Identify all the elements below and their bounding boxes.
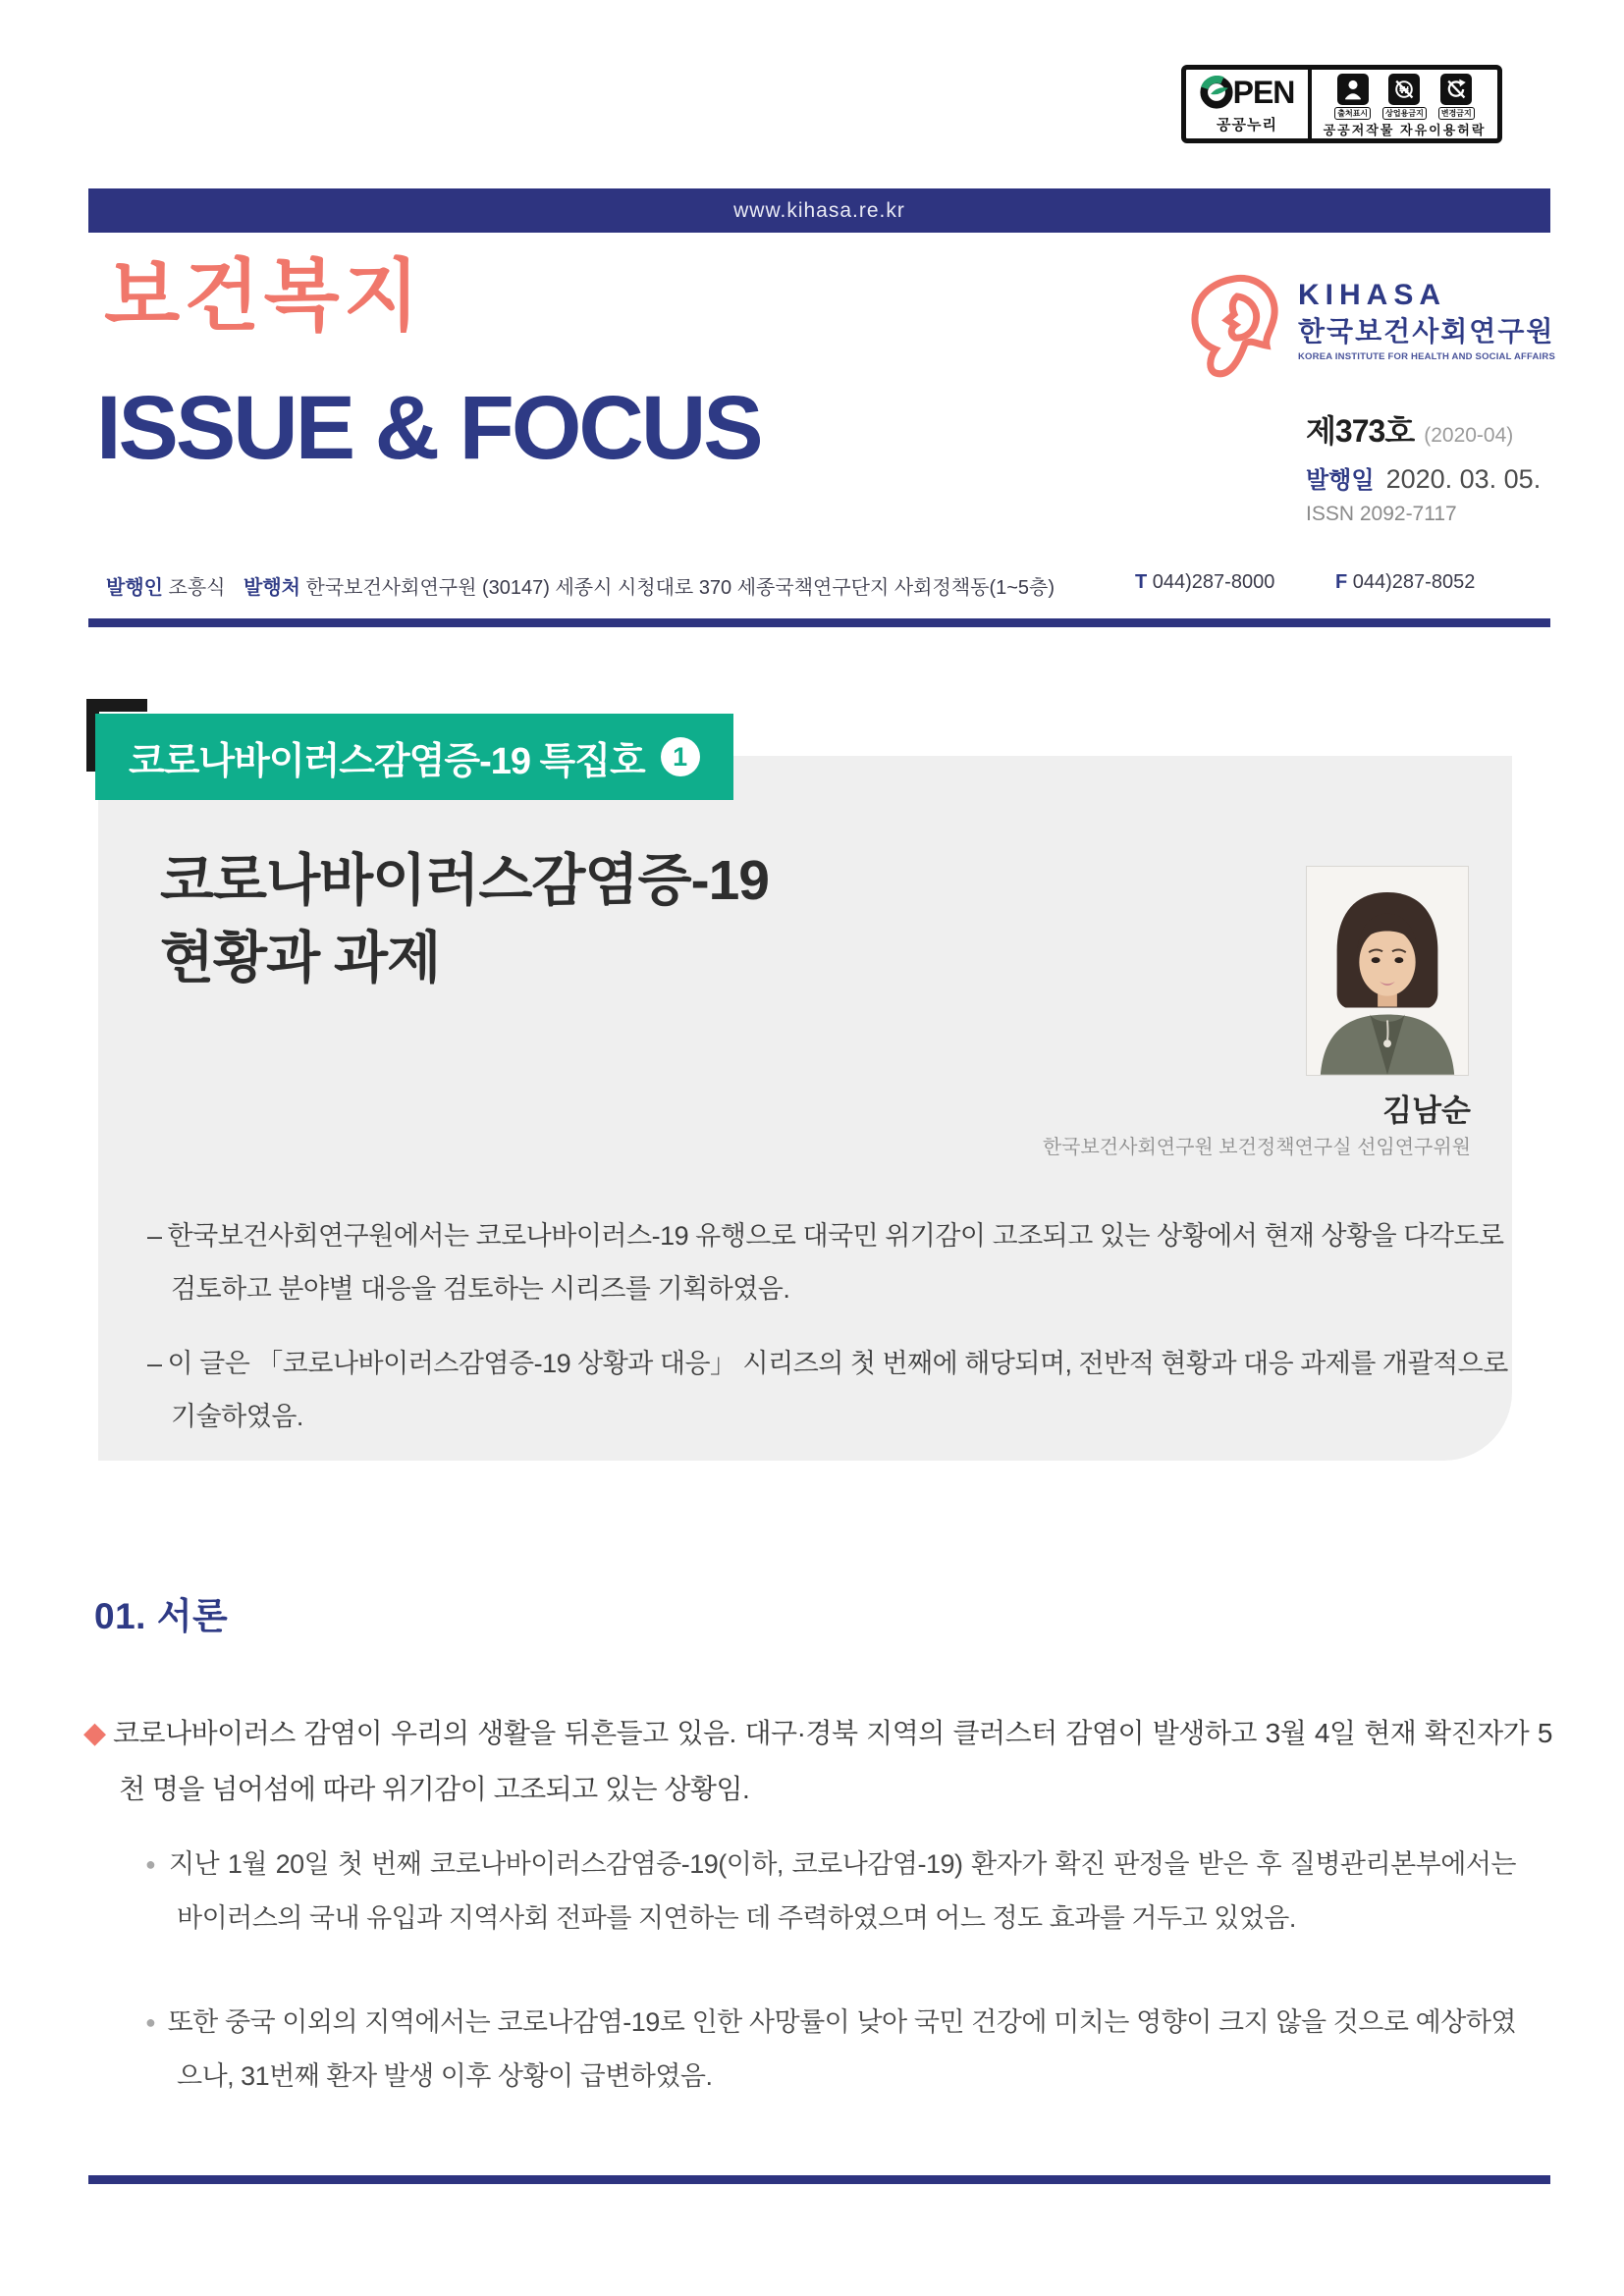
- open-license-left: [1186, 70, 1312, 138]
- masthead-title-en: ISSUE & FOCUS: [96, 378, 761, 478]
- section-lead-text: 코로나바이러스 감염이 우리의 생활을 뒤흔들고 있음. 대구·경북 지역의 클러스터 감염이 발생하고 3월 4일 현재 확진자가 5천 명을 넘어섬에 따라 위기감이 고조되고 있는 상황임.: [112, 1718, 1552, 1804]
- author-name: 김남순: [1382, 1094, 1471, 1128]
- dash-bullet: –: [147, 1221, 162, 1251]
- summary-item: [147, 1209, 1514, 1315]
- dot-bullet-icon: ●: [145, 2011, 156, 2032]
- feature-title-line2: 현황과 과제: [160, 926, 441, 989]
- section-heading: 01. 서론: [94, 1596, 229, 1636]
- org-group: [244, 571, 1055, 600]
- summary-item: [147, 1337, 1514, 1443]
- license-icon-nc: [1382, 74, 1427, 120]
- top-divider-rule: [88, 618, 1550, 627]
- site-url: www.kihasa.re.kr: [733, 198, 905, 222]
- feature-title: [160, 842, 769, 996]
- kihasa-org-kr: 한국보건사회연구원: [1298, 316, 1555, 347]
- attribution-label: 출처표시: [1334, 107, 1371, 120]
- no-commercial-label: 상업용금지: [1382, 107, 1427, 120]
- no-derivatives-icon: [1440, 74, 1472, 105]
- kihasa-logo: [1186, 271, 1555, 385]
- license-icon-by: [1334, 74, 1371, 120]
- pub-date-value: 2020. 03. 05.: [1385, 464, 1542, 494]
- open-license-badge: [1181, 65, 1502, 143]
- svg-text:₩: ₩: [1399, 84, 1410, 96]
- summary-list: [147, 1209, 1514, 1465]
- license-icons: [1334, 74, 1474, 120]
- gongnuri-label: 공공누리: [1217, 117, 1277, 133]
- tel-label: T: [1135, 571, 1148, 593]
- no-commercial-icon: [1388, 74, 1420, 105]
- special-issue-label: 코로나바이러스감염증-19 특집호: [129, 740, 645, 782]
- tel-number: 044)287-8000: [1152, 571, 1275, 593]
- publisher-name: 조흥식: [168, 577, 226, 599]
- summary-text: 한국보건사회연구원에서는 코로나바이러스-19 유행으로 대국민 위기감이 고조되고 있는 상황에서 현재 상황을 다각도로 검토하고 분야별 대응을 검토하는 시리즈를 기획하였음.: [167, 1221, 1504, 1304]
- license-icon-nd: [1438, 74, 1475, 120]
- fax-group: [1335, 571, 1475, 594]
- author-photo: [1306, 866, 1469, 1076]
- kihasa-head-icon: [1186, 271, 1284, 385]
- fax-label: F: [1335, 571, 1348, 593]
- kihasa-org-en: KOREA INSTITUTE FOR HEALTH AND SOCIAL AFFAIRS: [1298, 351, 1555, 362]
- open-o-icon: [1200, 76, 1233, 109]
- kihasa-name: KIHASA: [1298, 279, 1447, 311]
- issue-info: [1306, 406, 1541, 526]
- author-affiliation: 한국보건사회연구원 보건정책연구실 선임연구위원: [1042, 1137, 1471, 1158]
- tel-group: [1135, 571, 1274, 594]
- license-caption: 공공저작물 자유이용허락: [1323, 123, 1487, 137]
- section-lead: [83, 1705, 1552, 1816]
- attribution-icon: [1337, 74, 1369, 105]
- bullet-item: [145, 1996, 1516, 2105]
- bullet-text: 지난 1월 20일 첫 번째 코로나바이러스감염증-19(이하, 코로나감염-19) 환자가 확진 판정을 받은 후 질병관리본부에서는 바이러스의 국내 유입과 지역사회 전파를 지연하는 데 주력하였으며 어느 정도 효과를 거두고 있었음.: [169, 1849, 1517, 1934]
- diamond-bullet-icon: ◆: [83, 1717, 107, 1749]
- summary-text: 이 글은 「코로나바이러스감염증-19 상황과 대응」 시리즈의 첫 번째에 해당되며, 전반적 현황과 대응 과제를 개괄적으로 기술하였음.: [167, 1349, 1508, 1431]
- url-banner: [88, 188, 1550, 233]
- issue-number-line: [1306, 406, 1541, 452]
- issue-series-number-icon: 1: [661, 737, 700, 776]
- no-derivatives-label: 변경금지: [1438, 107, 1475, 120]
- publisher-row: [106, 571, 1520, 601]
- bottom-divider-rule: [88, 2175, 1550, 2184]
- pub-date-label: 발행일: [1306, 467, 1375, 494]
- publisher-label: 발행인: [106, 577, 163, 599]
- open-logo: [1200, 76, 1295, 109]
- masthead-title-kr: 보건복지: [104, 252, 424, 340]
- fax-number: 044)287-8052: [1352, 571, 1476, 593]
- dot-bullet-icon: ●: [145, 1854, 158, 1874]
- open-license-right: [1312, 70, 1497, 138]
- publisher-group: [106, 571, 226, 600]
- issue-code: (2020-04): [1424, 424, 1514, 447]
- dash-bullet: –: [147, 1349, 162, 1378]
- kihasa-logo-text: [1298, 271, 1555, 362]
- issn: ISSN 2092-7117: [1306, 503, 1457, 525]
- open-word: PEN: [1232, 75, 1295, 110]
- bullet-item: [145, 1838, 1516, 1947]
- section-bullets: [145, 1838, 1516, 2153]
- org-address: 한국보건사회연구원 (30147) 세종시 시청대로 370 세종국책연구단지 사회정책동(1~5층): [305, 577, 1056, 599]
- feature-title-line1: 코로나바이러스감염증-19: [160, 849, 770, 912]
- issue-number: 제373호: [1306, 413, 1415, 449]
- special-issue-badge: [95, 714, 733, 800]
- org-label: 발행처: [244, 577, 300, 599]
- bullet-text: 또한 중국 이외의 지역에서는 코로나감염-19로 인한 사망률이 낮아 국민 건강에 미치는 영향이 크지 않을 것으로 예상하였으나, 31번째 환자 발생 이후 상황이 급변하였음.: [167, 2006, 1517, 2092]
- publication-date-line: [1306, 460, 1541, 495]
